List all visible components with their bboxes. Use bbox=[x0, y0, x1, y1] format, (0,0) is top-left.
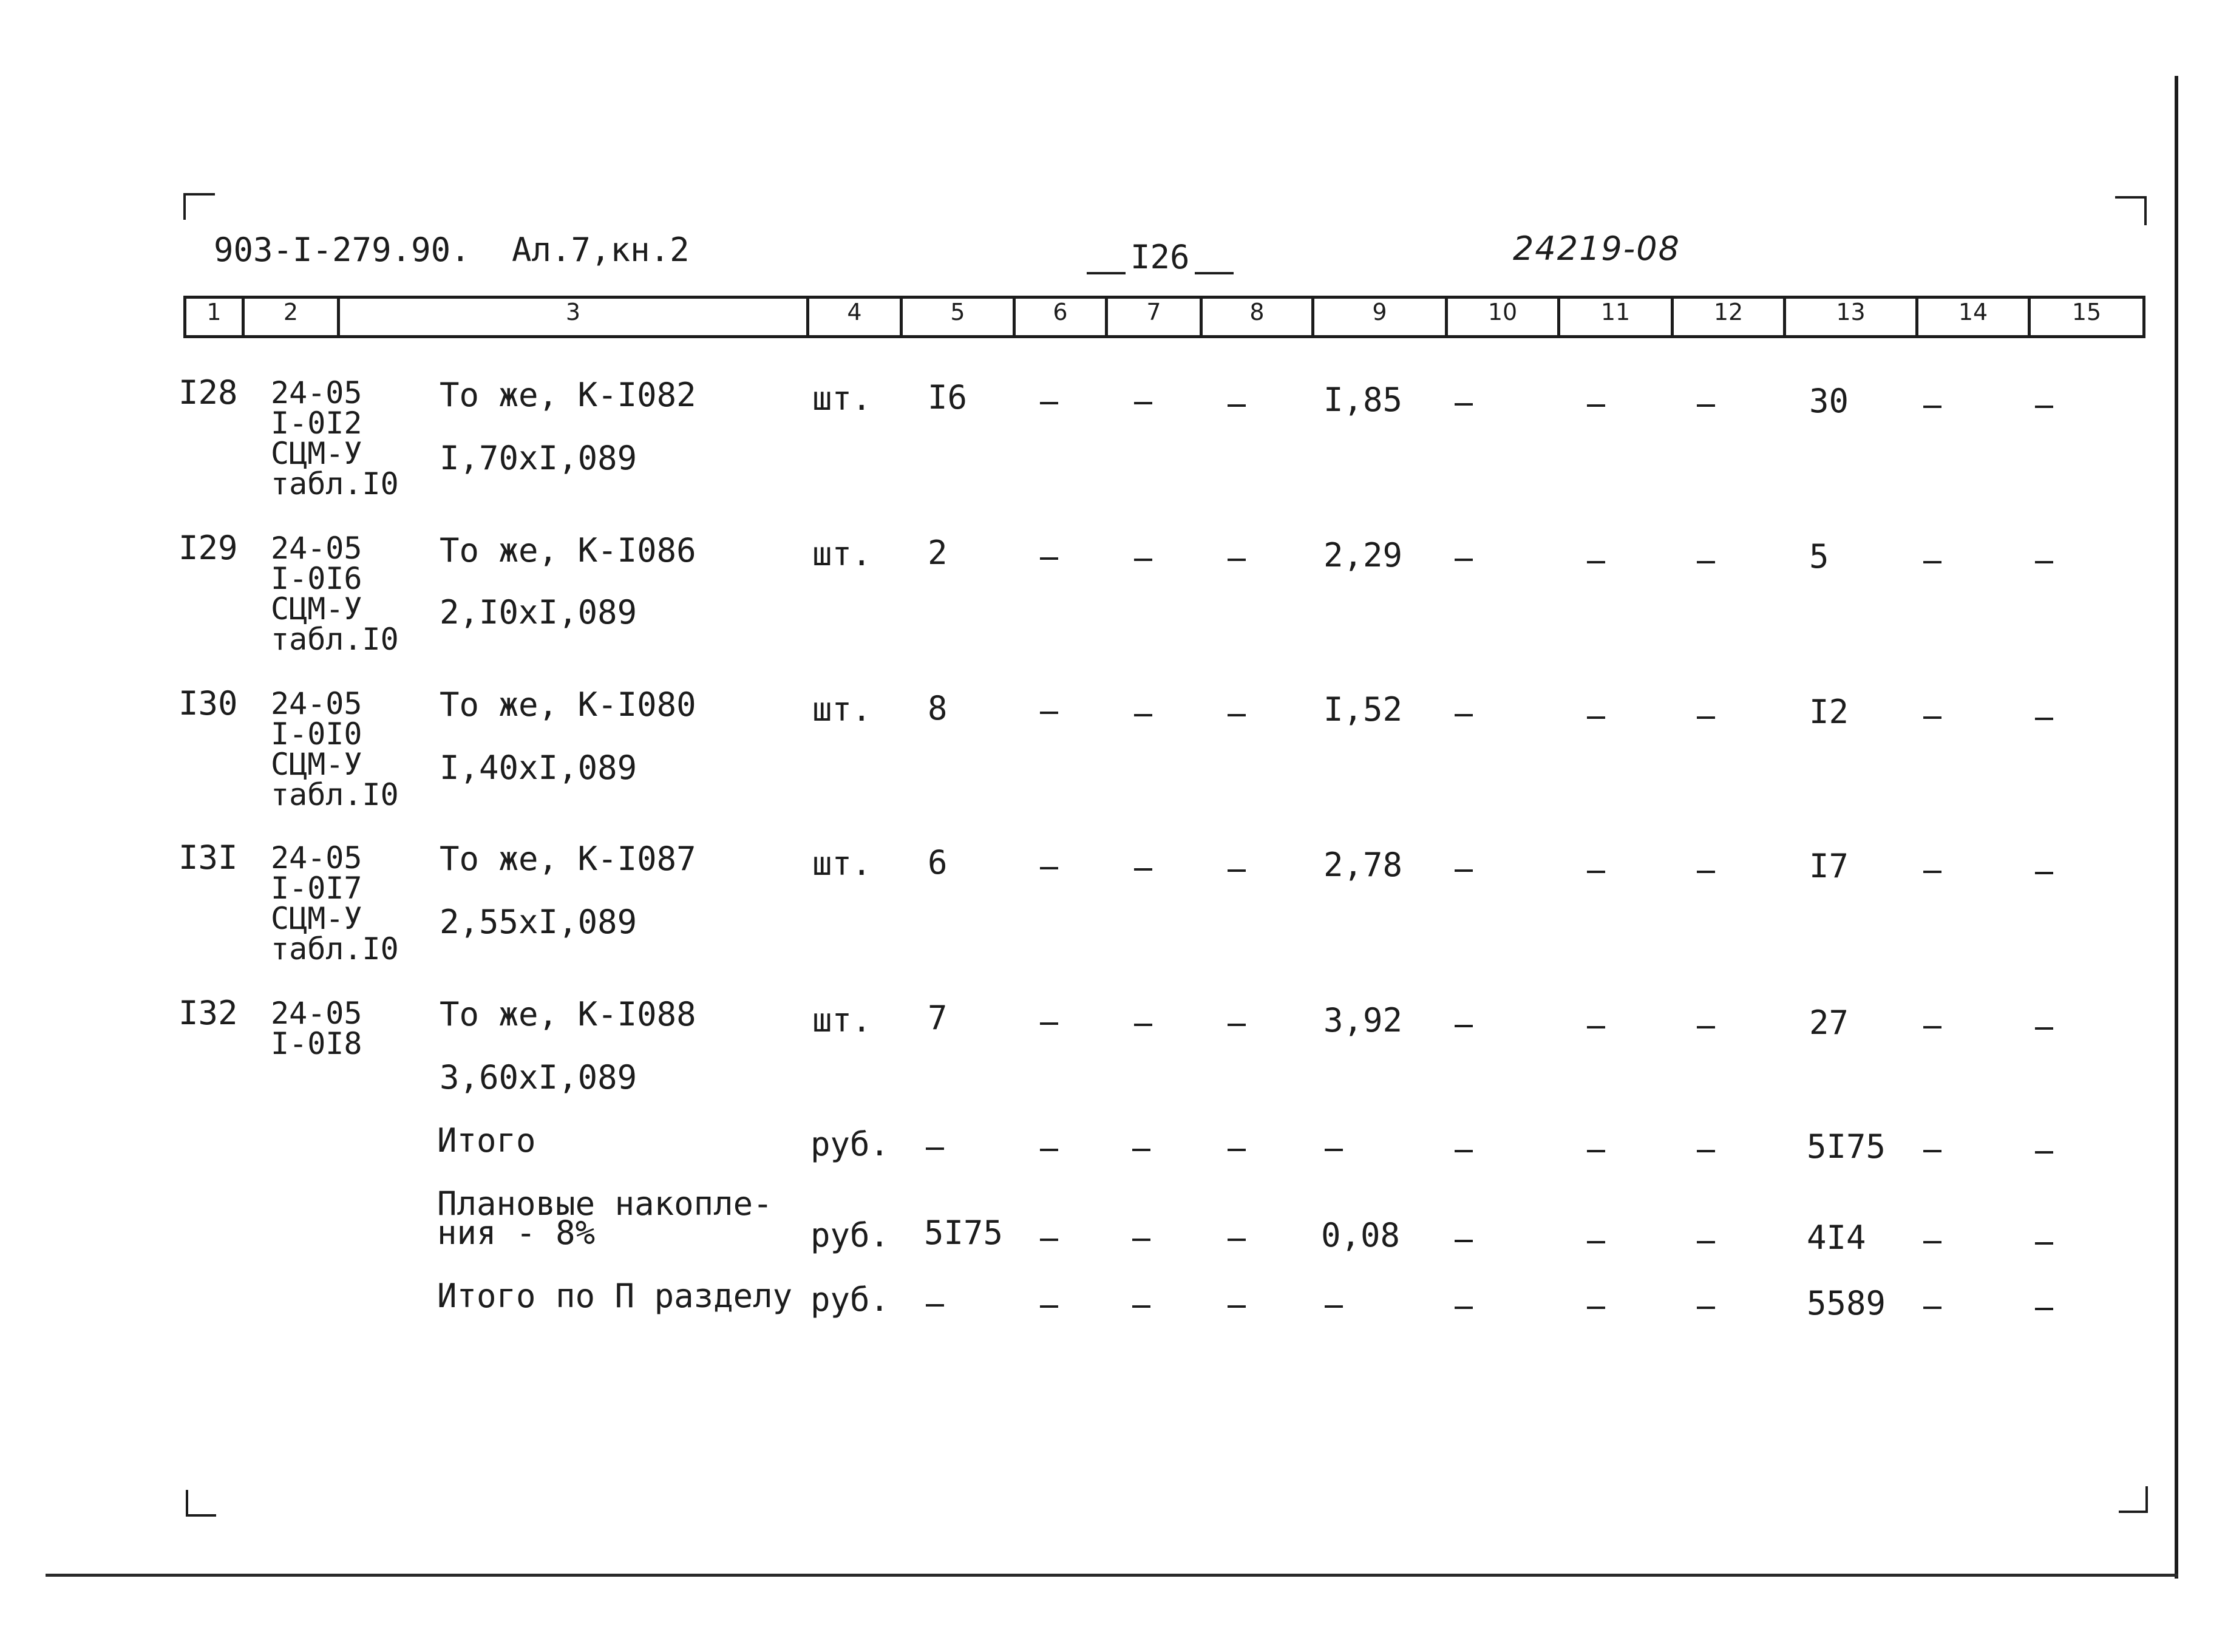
total-cost: I2 bbox=[1809, 693, 1849, 731]
dash bbox=[1923, 871, 1941, 873]
dash bbox=[1587, 1307, 1605, 1309]
column-number: 14 bbox=[1958, 299, 1988, 325]
dash bbox=[1132, 1239, 1150, 1241]
dash bbox=[1040, 1239, 1058, 1241]
dash bbox=[1697, 871, 1715, 873]
quantity: 6 bbox=[928, 843, 948, 882]
item-dimensions: 3,60хI,089 bbox=[440, 1058, 637, 1096]
dash bbox=[1040, 1149, 1058, 1151]
code-line: 24-05 bbox=[271, 996, 362, 1031]
corner-mark-bottom-right bbox=[2119, 1486, 2148, 1513]
unit-price: I,52 bbox=[1323, 690, 1403, 729]
item-name: То же, К-I080 bbox=[440, 685, 696, 724]
corner-mark-top-left bbox=[183, 193, 215, 220]
dash bbox=[1455, 1240, 1473, 1242]
dash bbox=[1040, 1305, 1058, 1308]
dash bbox=[2035, 1151, 2053, 1154]
dash bbox=[1455, 403, 1473, 406]
column-number: 1 bbox=[206, 299, 222, 325]
dash bbox=[1040, 867, 1058, 869]
total-cost: 30 bbox=[1809, 382, 1849, 420]
summary-rate: 0,08 bbox=[1321, 1216, 1401, 1254]
dash bbox=[1697, 404, 1715, 407]
unit-price: I,85 bbox=[1323, 381, 1403, 419]
item-name: То же, К-I088 bbox=[440, 995, 696, 1033]
row-number: I28 bbox=[178, 373, 238, 412]
dash bbox=[1455, 1150, 1473, 1152]
dash bbox=[1923, 561, 1941, 563]
dash bbox=[1132, 1149, 1150, 1151]
code-line: I-0I6 bbox=[271, 561, 362, 596]
total-cost: 27 bbox=[1809, 1004, 1849, 1042]
resource-code bbox=[271, 688, 399, 810]
column-number: 15 bbox=[2071, 299, 2102, 325]
dash bbox=[1325, 1305, 1343, 1308]
resource-code bbox=[271, 531, 399, 657]
dash bbox=[1134, 868, 1152, 871]
column-number: 12 bbox=[1713, 299, 1744, 325]
row-number: I32 bbox=[178, 994, 238, 1032]
quantity: 2 bbox=[928, 534, 948, 572]
resource-code bbox=[271, 375, 399, 501]
dash bbox=[1228, 1149, 1246, 1151]
dash bbox=[1697, 1026, 1715, 1028]
code-line: табл.I0 bbox=[271, 622, 399, 657]
column-number: 6 bbox=[1053, 299, 1068, 325]
column-number: 3 bbox=[565, 299, 581, 325]
column-number: 7 bbox=[1146, 299, 1161, 325]
dash bbox=[1697, 716, 1715, 719]
summary-label: Итого bbox=[437, 1121, 536, 1160]
code-line: табл.I0 bbox=[271, 931, 399, 967]
column-number: 4 bbox=[847, 299, 862, 325]
dash bbox=[1325, 1149, 1343, 1151]
resource-code bbox=[271, 998, 362, 1059]
dash bbox=[1228, 869, 1246, 872]
dash bbox=[1040, 557, 1058, 560]
total-cost: 5 bbox=[1809, 537, 1829, 576]
summary-label: Плановые накопле- bbox=[437, 1185, 773, 1223]
dash bbox=[1923, 716, 1941, 719]
code-line: СЦМ-У bbox=[271, 901, 362, 936]
column-number: 11 bbox=[1600, 299, 1631, 325]
unit-price: 3,92 bbox=[1323, 1001, 1403, 1039]
bottom-border-line bbox=[46, 1574, 2178, 1577]
corner-mark-top-right bbox=[2115, 196, 2147, 225]
dash bbox=[1455, 1025, 1473, 1027]
dash bbox=[2035, 1308, 2053, 1310]
summary-label: Итого по П разделу bbox=[437, 1277, 793, 1315]
unit: шт. bbox=[812, 535, 872, 573]
quantity: 7 bbox=[928, 999, 948, 1037]
dash bbox=[926, 1147, 944, 1150]
dash bbox=[1134, 714, 1152, 716]
dash bbox=[1697, 1150, 1715, 1152]
column-number: 2 bbox=[283, 299, 299, 325]
unit: шт. bbox=[812, 690, 872, 729]
album-reference: Ал.7,кн.2 bbox=[512, 231, 690, 269]
dash bbox=[1228, 714, 1246, 716]
dash bbox=[1040, 712, 1058, 714]
item-dimensions: 2,I0хI,089 bbox=[440, 593, 637, 631]
dash bbox=[1587, 871, 1605, 873]
dash bbox=[1697, 1307, 1715, 1309]
column-number: 13 bbox=[1836, 299, 1866, 325]
code-line: I-0I7 bbox=[271, 871, 362, 906]
row-number: I3I bbox=[178, 838, 238, 877]
dash bbox=[1697, 561, 1715, 563]
dash bbox=[1587, 1150, 1605, 1152]
corner-mark-bottom-left bbox=[186, 1490, 216, 1517]
summary-total: 4I4 bbox=[1807, 1219, 1866, 1257]
code-line: I-0I8 bbox=[271, 1026, 362, 1061]
page-number-text: I26 bbox=[1130, 238, 1190, 276]
item-dimensions: I,70хI,089 bbox=[440, 439, 637, 477]
column-number: 10 bbox=[1487, 299, 1518, 325]
dash bbox=[1455, 869, 1473, 872]
summary-label-continuation: ния - 8% bbox=[437, 1214, 596, 1252]
unit-price: 2,78 bbox=[1323, 846, 1403, 884]
item-name: То же, К-I087 bbox=[440, 840, 696, 878]
dash bbox=[1228, 1305, 1246, 1308]
dash bbox=[1040, 1022, 1058, 1025]
summary-unit: руб. bbox=[810, 1280, 890, 1319]
dash bbox=[1134, 559, 1152, 561]
dash bbox=[1040, 402, 1058, 404]
code-line: СЦМ-У bbox=[271, 591, 362, 627]
code-line: I-0I2 bbox=[271, 406, 362, 441]
dash bbox=[926, 1304, 944, 1307]
dash bbox=[2035, 718, 2053, 720]
page-number bbox=[1087, 238, 1234, 276]
dash bbox=[1455, 559, 1473, 561]
dash bbox=[2035, 872, 2053, 874]
dash bbox=[1923, 1150, 1941, 1152]
summary-total: 5I75 bbox=[1807, 1127, 1886, 1166]
dash bbox=[1587, 1241, 1605, 1243]
dash bbox=[1587, 716, 1605, 719]
dash bbox=[1132, 1305, 1150, 1308]
dash bbox=[1923, 1026, 1941, 1028]
total-cost: I7 bbox=[1809, 847, 1849, 885]
dash bbox=[1697, 1241, 1715, 1243]
dash bbox=[1228, 1024, 1246, 1026]
column-number: 9 bbox=[1372, 299, 1387, 325]
dash bbox=[2035, 406, 2053, 408]
item-name: То же, К-I082 bbox=[440, 376, 696, 414]
row-number: I30 bbox=[178, 684, 238, 722]
column-number: 8 bbox=[1249, 299, 1265, 325]
summary-quantity: 5I75 bbox=[924, 1214, 1004, 1252]
dash bbox=[2035, 561, 2053, 563]
dash bbox=[1134, 1024, 1152, 1026]
quantity: 8 bbox=[928, 689, 948, 727]
dash bbox=[2035, 1242, 2053, 1245]
dash bbox=[1228, 559, 1246, 561]
code-line: табл.I0 bbox=[271, 777, 399, 812]
unit: шт. bbox=[812, 845, 872, 883]
row-number: I29 bbox=[178, 529, 238, 567]
item-dimensions: 2,55хI,089 bbox=[440, 903, 637, 941]
code-line: табл.I0 bbox=[271, 466, 399, 501]
dash bbox=[1923, 1307, 1941, 1309]
dash bbox=[1455, 1307, 1473, 1309]
code-line: СЦМ-У bbox=[271, 747, 362, 782]
handwritten-archive-code: 24219-08 bbox=[1513, 229, 1680, 268]
dash bbox=[1134, 402, 1152, 404]
unit: шт. bbox=[812, 1001, 872, 1039]
item-name: То же, К-I086 bbox=[440, 531, 696, 569]
dash bbox=[1455, 714, 1473, 716]
dash bbox=[1587, 1026, 1605, 1028]
code-line: 24-05 bbox=[271, 840, 362, 875]
dash bbox=[1587, 404, 1605, 407]
quantity: I6 bbox=[928, 378, 968, 416]
unit-price: 2,29 bbox=[1323, 536, 1403, 574]
resource-code bbox=[271, 840, 399, 967]
code-line: I-0I0 bbox=[271, 716, 362, 752]
dash bbox=[1228, 404, 1246, 407]
code-line: 24-05 bbox=[271, 375, 362, 410]
summary-unit: руб. bbox=[810, 1125, 890, 1163]
code-line: 24-05 bbox=[271, 531, 362, 566]
code-line: 24-05 bbox=[271, 686, 362, 721]
column-number: 5 bbox=[950, 299, 965, 325]
item-dimensions: I,40хI,089 bbox=[440, 749, 637, 787]
dash bbox=[1923, 406, 1941, 408]
dash bbox=[1228, 1239, 1246, 1241]
document-code: 903-I-279.90. bbox=[214, 231, 470, 269]
dash bbox=[1587, 561, 1605, 563]
dash bbox=[1923, 1241, 1941, 1243]
dash bbox=[2035, 1027, 2053, 1030]
unit: шт. bbox=[812, 379, 872, 418]
summary-unit: руб. bbox=[810, 1216, 890, 1254]
summary-total: 5589 bbox=[1807, 1284, 1886, 1322]
code-line: СЦМ-У bbox=[271, 436, 362, 471]
right-border-line bbox=[2175, 76, 2178, 1579]
